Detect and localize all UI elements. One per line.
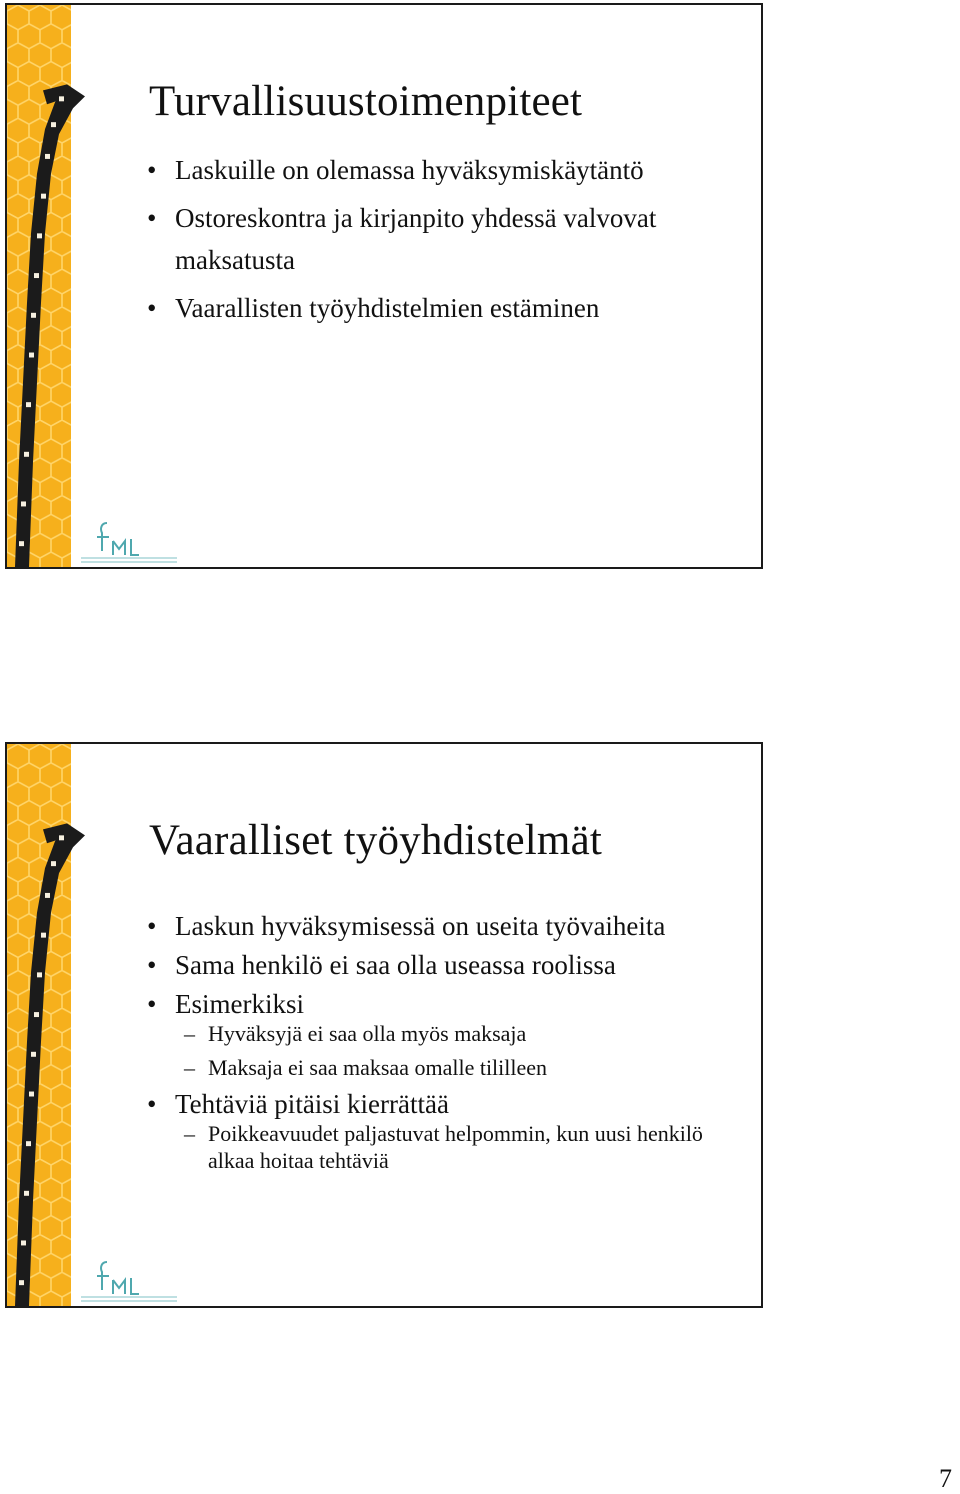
kml-logo bbox=[75, 517, 185, 565]
bullet-item bbox=[147, 988, 735, 1081]
sub-bullet-item bbox=[184, 1054, 728, 1081]
sub-bullet-item bbox=[184, 1020, 728, 1047]
bullet-item bbox=[147, 287, 735, 329]
checkered-ribbon-decoration bbox=[7, 744, 97, 1306]
sub-bullet-item bbox=[184, 1120, 728, 1174]
checkered-ribbon-decoration bbox=[7, 5, 97, 567]
sub-bullet-list bbox=[184, 1120, 728, 1174]
bullet-item bbox=[147, 149, 735, 191]
bullet-item bbox=[147, 910, 735, 942]
dash-icon: – bbox=[184, 1121, 195, 1146]
bullet-dot-icon: • bbox=[147, 911, 157, 941]
bullet-dot-icon: • bbox=[147, 989, 157, 1019]
bullet-text: Laskun hyväksymisessä on useita työvaiheita bbox=[175, 911, 666, 941]
bullet-dot-icon: • bbox=[147, 1089, 157, 1119]
slide-2 bbox=[5, 742, 763, 1308]
bullet-dot-icon: • bbox=[147, 203, 157, 233]
sub-bullet-text: Poikkeavuudet paljastuvat helpommin, kun uusi henkilö alkaa hoitaa tehtäviä bbox=[208, 1121, 703, 1173]
dash-icon: – bbox=[184, 1021, 195, 1046]
sub-bullet-text: Maksaja ei saa maksaa omalle tililleen bbox=[208, 1055, 548, 1080]
bullet-text: Sama henkilö ei saa olla useassa roolissa bbox=[175, 950, 616, 980]
bullet-item bbox=[147, 197, 735, 281]
slide-1 bbox=[5, 3, 763, 569]
bullet-item bbox=[147, 949, 735, 981]
bullet-text: Tehtäviä pitäisi kierrättää bbox=[175, 1089, 449, 1119]
sub-bullet-text: Hyväksyjä ei saa olla myös maksaja bbox=[208, 1021, 527, 1046]
slide-title: Vaaralliset työyhdistelmät bbox=[149, 817, 603, 864]
bullet-text: Esimerkiksi bbox=[175, 989, 304, 1019]
bullet-list bbox=[147, 910, 735, 1181]
bullet-dot-icon: • bbox=[147, 293, 157, 323]
kml-logo bbox=[75, 1256, 185, 1304]
bullet-list bbox=[147, 149, 735, 335]
page-number: 7 bbox=[939, 1464, 952, 1493]
slide-title: Turvallisuustoimenpiteet bbox=[149, 78, 583, 125]
bullet-text: Laskuille on olemassa hyväksymiskäytäntö bbox=[175, 155, 644, 185]
bullet-item bbox=[147, 1088, 735, 1174]
dash-icon: – bbox=[184, 1055, 195, 1080]
bullet-text: Ostoreskontra ja kirjanpito yhdessä valvovat maksatusta bbox=[175, 203, 657, 275]
bullet-dot-icon: • bbox=[147, 155, 157, 185]
bullet-dot-icon: • bbox=[147, 950, 157, 980]
bullet-text: Vaarallisten työyhdistelmien estäminen bbox=[175, 293, 600, 323]
sub-bullet-list bbox=[184, 1020, 728, 1081]
